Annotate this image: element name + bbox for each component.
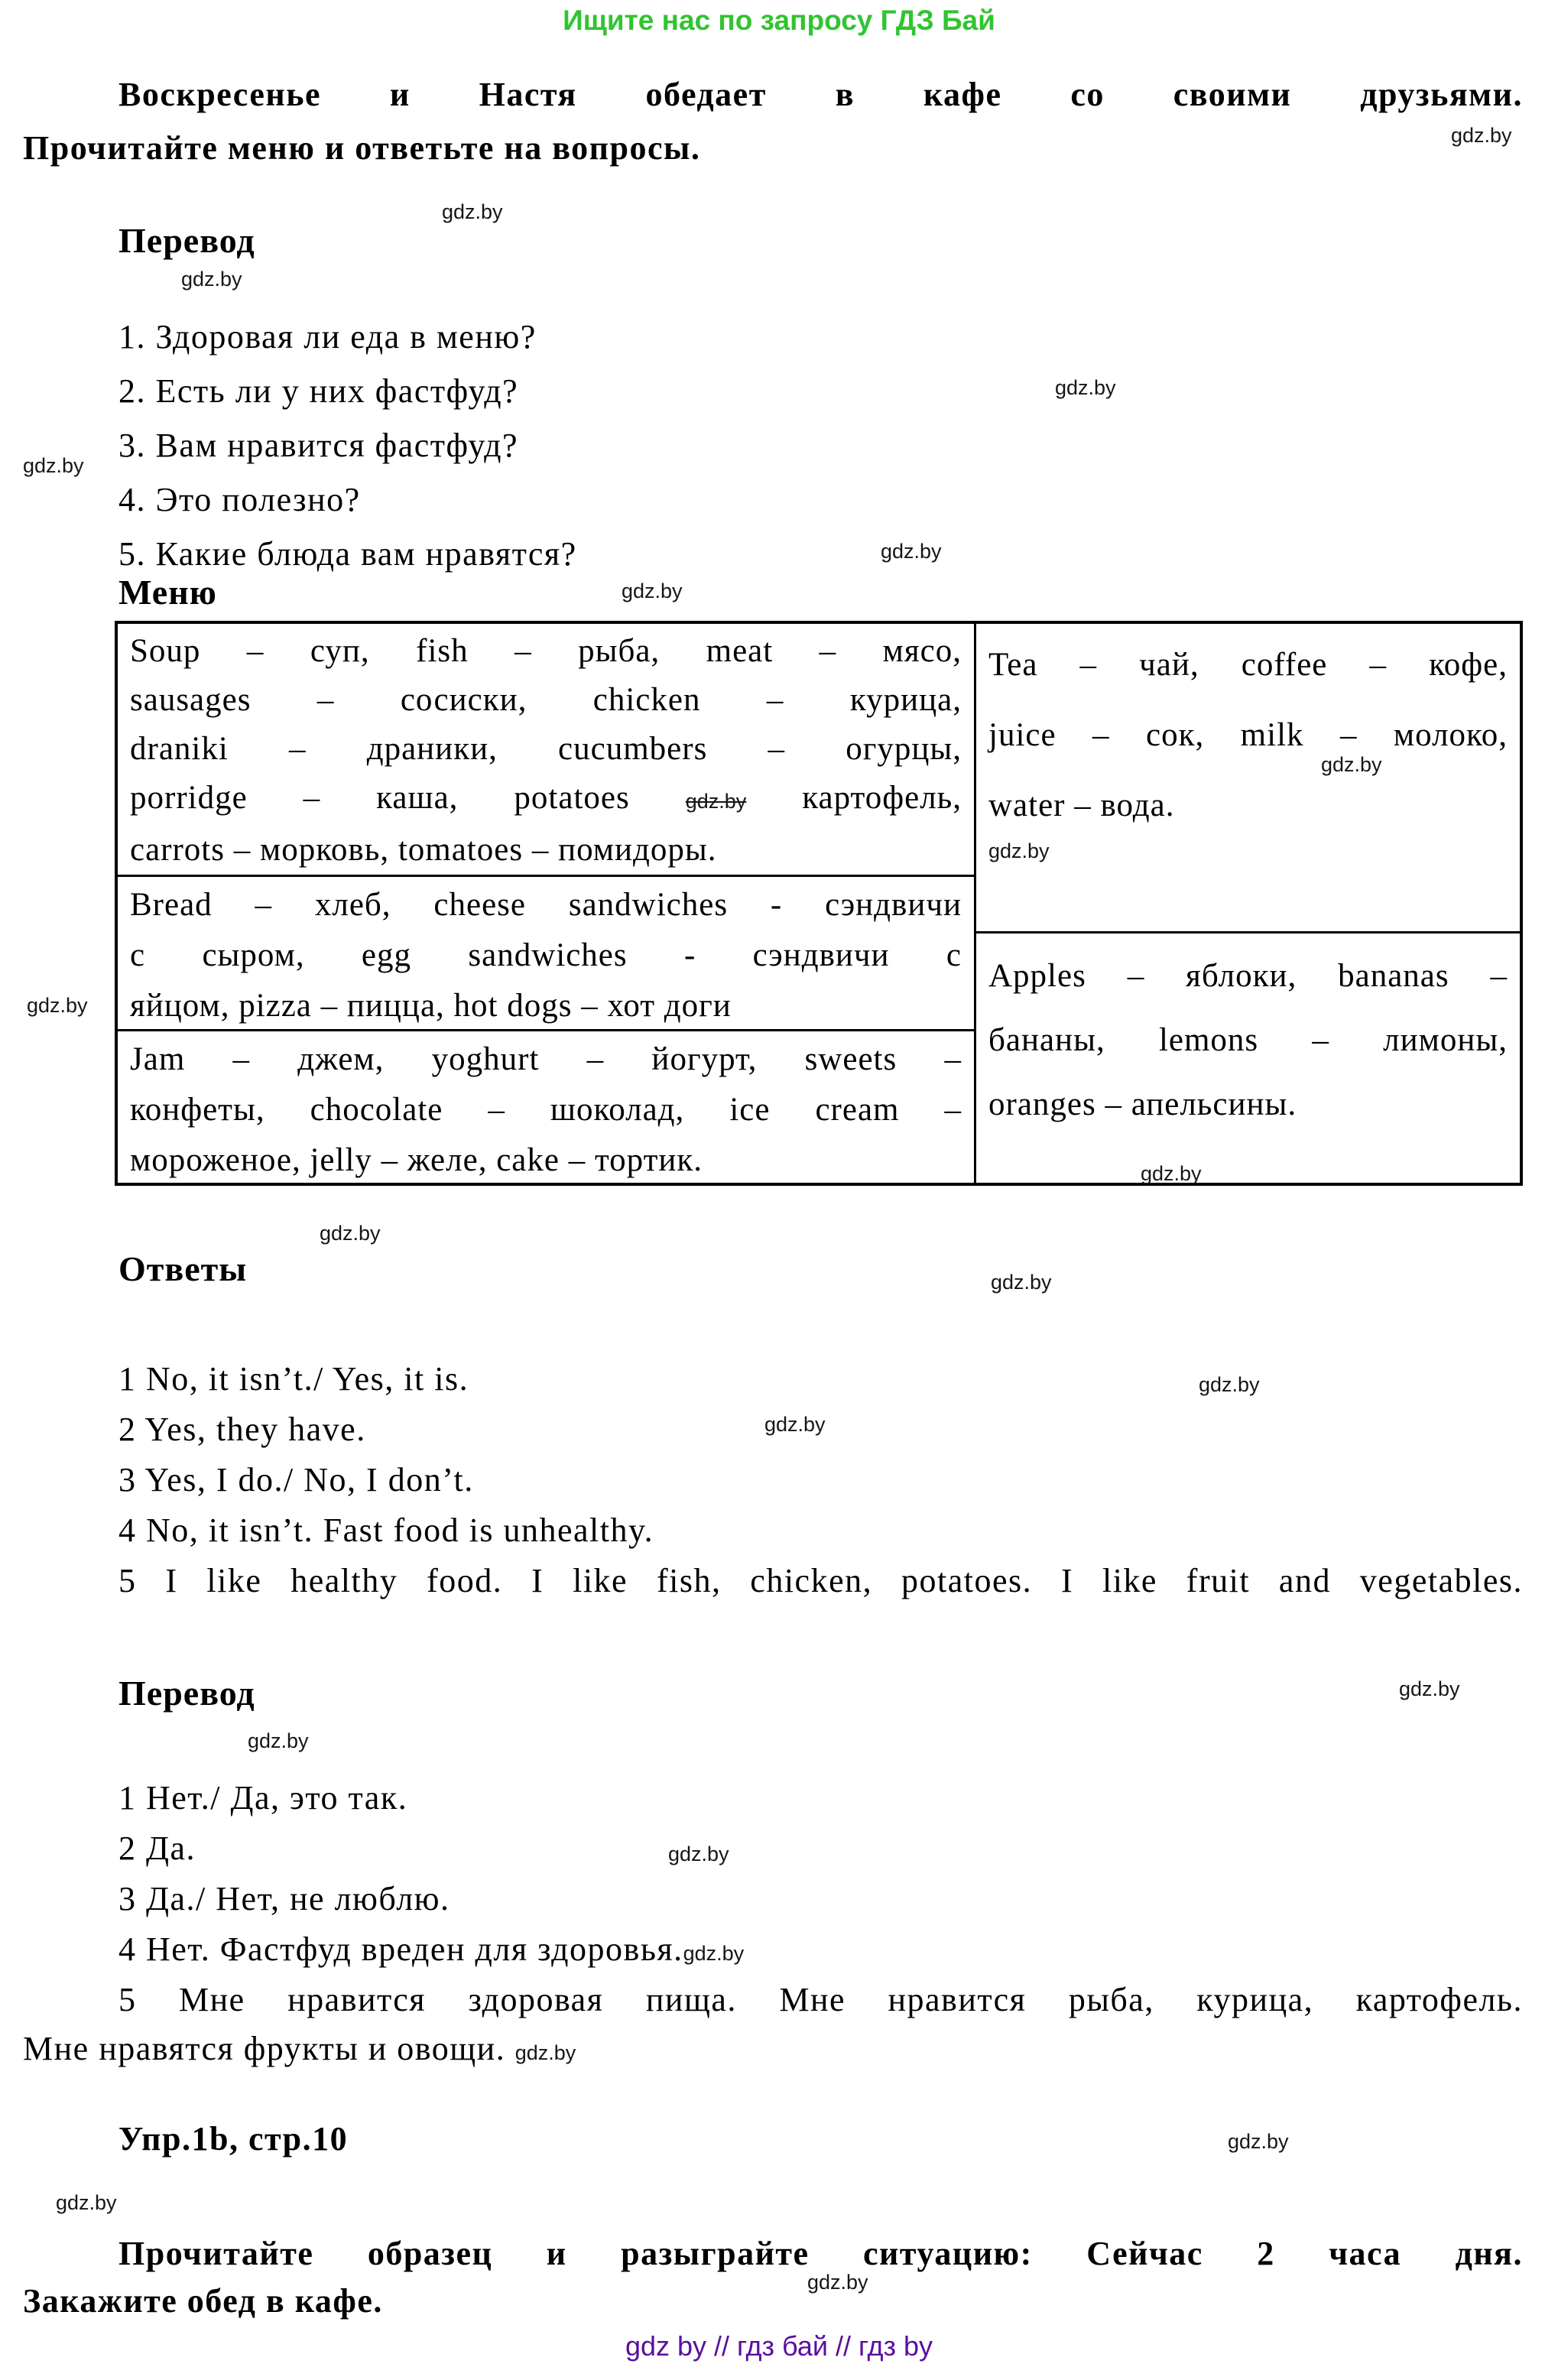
- answer-ru-2: 2 Да.: [118, 1830, 196, 1867]
- menu-line-text: porridge – каша, potatoes: [130, 780, 630, 816]
- question-3: 3. Вам нравится фастфуд?: [118, 427, 519, 464]
- gdz-watermark: gdz.by: [685, 790, 747, 813]
- menu-line: яйцом, pizza – пицца, hot dogs – хот доги: [130, 988, 732, 1024]
- menu-line: с сыром, egg sandwiches - сэндвичи с: [130, 937, 962, 973]
- gdz-watermark: gdz.by: [27, 994, 88, 1017]
- answer-ru-3: 3 Да./ Нет, не люблю.: [118, 1880, 450, 1917]
- gdz-watermark: gdz.by: [881, 540, 942, 563]
- menu-cell-bread-fastfood: [118, 877, 974, 1031]
- gdz-watermark: gdz.by: [1451, 124, 1512, 147]
- title-line-1: Воскресенье и Настя обедает в кафе со своими друзьями.: [118, 76, 1523, 113]
- menu-line: конфеты, chocolate – шоколад, ice cream –: [130, 1092, 962, 1128]
- gdz-watermark: gdz.by: [1141, 1162, 1202, 1185]
- answer-en-5: 5 I like healthy food. I like fish, chicken, potatoes. I like fruit and vegetables.: [118, 1562, 1523, 1599]
- menu-line: Tea – чай, coffee – кофе,: [988, 647, 1508, 683]
- menu-table-right-column: [976, 624, 1520, 1183]
- gdz-watermark: gdz.by: [1321, 753, 1382, 776]
- heading-exercise: Упр.1b, стр.10: [118, 2120, 349, 2158]
- heading-otvety: Ответы: [118, 1249, 248, 1288]
- answer-ru-5-text: Мне нравятся фрукты и овощи.: [23, 2030, 506, 2067]
- gdz-watermark: gdz.by: [991, 1271, 1052, 1294]
- page-footer: gdz by // гдз бай // гдз by: [625, 2330, 933, 2362]
- gdz-watermark: gdz.by: [248, 1729, 309, 1752]
- gdz-watermark: gdz.by: [1228, 2130, 1289, 2153]
- gdz-watermark: gdz.by: [320, 1222, 381, 1245]
- menu-line: мороженое, jelly – желе, cake – тортик.: [130, 1142, 703, 1178]
- heading-menu: Меню: [118, 573, 217, 612]
- heading-perevod-2: Перевод: [118, 1674, 255, 1713]
- question-4: 4. Это полезно?: [118, 481, 361, 518]
- heading-perevod-1: Перевод: [118, 221, 255, 260]
- menu-line: water – вода.: [988, 787, 1175, 823]
- answer-ru-5-line-2: [23, 2029, 576, 2073]
- answer-ru-4: [118, 1930, 744, 1973]
- gdz-watermark: gdz.by: [1399, 1677, 1460, 1700]
- menu-line: Jam – джем, yoghurt – йогурт, sweets –: [130, 1041, 962, 1077]
- menu-table-left-column: [118, 624, 976, 1183]
- answer-en-2: 2 Yes, they have.: [118, 1411, 366, 1448]
- title-line-2: Прочитайте меню и ответьте на вопросы.: [23, 129, 701, 167]
- menu-line: Apples – яблоки, bananas –: [988, 958, 1508, 994]
- gdz-watermark: gdz.by: [1055, 376, 1116, 399]
- gdz-watermark: gdz.by: [442, 200, 503, 223]
- gdz-watermark: gdz.by: [668, 1843, 729, 1865]
- gdz-watermark: gdz.by: [514, 2041, 576, 2064]
- question-5: 5. Какие блюда вам нравятся?: [118, 535, 577, 573]
- answer-en-4: 4 No, it isn’t. Fast food is unhealthy.: [118, 1511, 654, 1549]
- menu-line-text: картофель,: [802, 780, 962, 816]
- menu-line: Bread – хлеб, cheese sandwiches - сэндвичи: [130, 887, 962, 923]
- answer-en-1: 1 No, it isn’t./ Yes, it is.: [118, 1360, 469, 1398]
- gdz-watermark: gdz.by: [764, 1413, 826, 1436]
- menu-line: draniki – драники, cucumbers – огурцы,: [130, 731, 962, 767]
- menu-line: oranges – апельсины.: [988, 1086, 1297, 1122]
- task-line-1: Прочитайте образец и разыграйте ситуацию: Сейчас 2 часа дня.: [118, 2235, 1523, 2272]
- menu-cell-mains: [118, 624, 974, 877]
- question-1: 1. Здоровая ли еда в меню?: [118, 318, 537, 356]
- menu-table: [115, 621, 1523, 1186]
- answer-ru-4-text: 4 Нет. Фастфуд вреден для здоровья.: [118, 1930, 683, 1968]
- gdz-watermark: gdz.by: [988, 839, 1050, 862]
- answer-en-3: 3 Yes, I do./ No, I don’t.: [118, 1461, 474, 1498]
- menu-line: carrots – морковь, tomatoes – помидоры.: [130, 832, 717, 868]
- gdz-watermark: gdz.by: [807, 2271, 868, 2294]
- answer-ru-5-line-1: 5 Мне нравится здоровая пища. Мне нравится рыба, курица, картофель.: [118, 1981, 1523, 2018]
- gdz-watermark: gdz.by: [56, 2191, 117, 2214]
- menu-line: бананы, lemons – лимоны,: [988, 1022, 1508, 1058]
- menu-line: Soup – суп, fish – рыба, meat – мясо,: [130, 633, 962, 669]
- gdz-watermark: gdz.by: [181, 268, 242, 291]
- task-line-2: Закажите обед в кафе.: [23, 2282, 383, 2320]
- menu-cell-fruit: [976, 933, 1520, 1183]
- menu-cell-drinks: [976, 624, 1520, 933]
- menu-line: [130, 774, 962, 826]
- menu-line: sausages – сосиски, chicken – курица,: [130, 682, 962, 718]
- promo-banner: Ищите нас по запросу ГДЗ Бай: [563, 5, 995, 36]
- answer-ru-1: 1 Нет./ Да, это так.: [118, 1779, 408, 1817]
- menu-cell-desserts: [118, 1031, 974, 1183]
- menu-line: juice – сок, milk – молоко,: [988, 717, 1508, 753]
- gdz-watermark: gdz.by: [23, 454, 84, 477]
- gdz-watermark: gdz.by: [683, 1942, 745, 1965]
- question-2: 2. Есть ли у них фастфуд?: [118, 372, 519, 410]
- gdz-watermark: gdz.by: [622, 580, 683, 602]
- gdz-watermark: gdz.by: [1199, 1373, 1260, 1396]
